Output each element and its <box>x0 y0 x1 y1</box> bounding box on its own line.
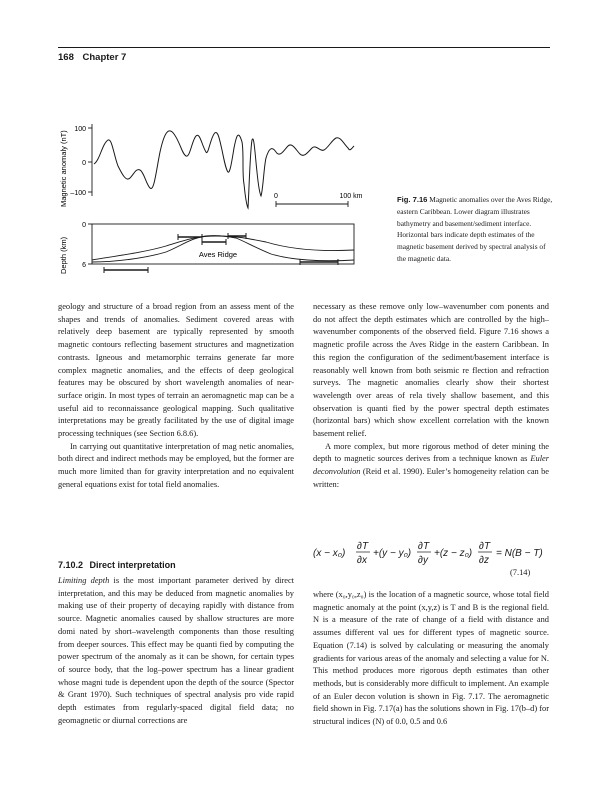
svg-text:(x − x₀): (x − x₀) <box>313 548 346 559</box>
svg-text:∂T: ∂T <box>418 541 430 552</box>
figure-caption <box>397 194 553 265</box>
chapter-title: Chapter 7 <box>82 52 127 63</box>
tick-label-0: 0 <box>82 160 86 167</box>
svg-text:∂x: ∂x <box>357 555 367 566</box>
depth-tick-label-0: 0 <box>82 222 86 229</box>
magnetic-axis-label: Magnetic anomaly (nT) <box>59 130 68 207</box>
equation-number: (7.14) <box>510 568 531 577</box>
page-header <box>58 52 126 63</box>
figure-number: Fig. 7.16 <box>397 195 428 204</box>
left-column-lower <box>58 575 294 727</box>
right-column-lower <box>313 589 549 729</box>
paragraph: geology and structure of a broad region from an assess ment of the shapes and trends of anomalies. Sediment covered areas with relatively deep basement are typically represented by smooth magnetic contours reflecting basement structures and magnetization contrasts. Igneous and metamorphic terrains generate far more complex magnetic anomalies, and the effects of deep geological features may be obscured by short wavelength anomalies of near-surface origin. In most types of terrain an aeromagnetic map can be a useful aid to reconnaissance geological mapping. Such qualitative interpretations may be greatly facilitated by the use of digital image processing techniques (see Section 6.8.6). <box>58 302 294 439</box>
svg-text:+(z − z₀): +(z − z₀) <box>434 548 473 559</box>
svg-text:= N(B − T): = N(B − T) <box>496 548 543 559</box>
section-number: 7.10.2 <box>58 560 84 570</box>
caption-text: Magnetic anomalies over the Aves Ridge, eastern Caribbean. Lower diagram illustrates bathymetry and basement/sediment interface. Horizontal bars indicate depth estimates of the magnetic basement derived by spectral analysis of the magnetic data. <box>397 195 553 263</box>
paragraph <box>313 441 549 492</box>
depth-tick-label-6: 6 <box>82 262 86 269</box>
header-rule <box>58 47 550 48</box>
paragraph: In carrying out quantitative interpretation of mag netic anomalies, both direct and indirect methods may be employed, but the former are much more limited than for gravity interpretation and no equivalent general equations exist for total field anomalies. <box>58 441 294 489</box>
svg-text:∂T: ∂T <box>357 541 369 552</box>
section-title: Direct interpretation <box>89 560 176 570</box>
right-column <box>313 301 549 492</box>
svg-text:∂z: ∂z <box>479 555 489 566</box>
scale-end-label: 100 km <box>339 193 363 200</box>
paragraph: necessary as these remove only low–wavenumber com ponents and do not affect the depth estimates which are controlled by the high–wavenumber components of the observed field. Figure 7.16 shows a magnetic profile across the Aves Ridge in the eastern Caribbean. In this region the configuration of the sediment/basement interface is reasonably well known from both seismic re flection and refraction surveys. The magnetic anomalies clearly show their shortest wavelength over areas of rela tively shallow basement, and this observation is quanti fied by the power spectral depth estimates (horizontal bars) which show excellent correlation with the known basement relief. <box>313 302 549 439</box>
svg-text:∂T: ∂T <box>479 541 491 552</box>
tick-label-minus100: –100 <box>70 190 86 197</box>
tick-label-100: 100 <box>74 126 86 133</box>
depth-axis-label: Depth (km) <box>59 236 68 274</box>
left-column <box>58 301 294 492</box>
equation-rendering <box>313 539 549 569</box>
section-heading <box>58 560 176 570</box>
scale-start-label: 0 <box>274 193 278 200</box>
svg-text:∂y: ∂y <box>418 555 428 566</box>
magnetic-anomaly-curve <box>94 131 354 208</box>
paragraph-part: A more complex, but more rigorous method of deter mining the depth to magnetic sources derives from a technique known as <box>313 441 549 464</box>
paragraph: where (x₀,y₀,z₀) is the location of a magnetic source, whose total field magnetic anomaly at the point (x,y,z) is T and B is the regional field. N is a measure of the rate of change of a field with distance and assumes different val ues for different types of magnetic source. Equation (7.14) is solved by calculating or measuring the anomaly gradients for various areas of the anomaly and selecting a value for N. This method produces more rigorous depth estimates than other methods, but is considerably more difficult to implement. An example of an Euler decon volution is shown in Fig. 7.17. The aeromagnetic field shown in Fig. 7.17(a) has the solutions shown in Fig. 17(b–d) for structural indices (N) of 0.0, 0.5 and 0.6 <box>313 590 549 727</box>
paragraph-body: is the most important parameter derived by direct interpretation, and this may be deduced from magnetic anomalies by making use of their property of decaying rapidly with distance from source. Magnetic anomalies caused by shallow structures are more domi nated by short–wavelength components than those resulting from deeper sources. This effect may be quanti fied by computing the power spectrum of the anomaly as it can be shown, for certain types of source body, that the log–power spectrum has a linear gradient whose magni tude is dependent upon the depth of the source (Spector & Grant 1970). Such techniques of spectral analysis pro vide rapid depth estimates from regularly-spaced digital field data; no geomagnetic or diurnal corrections are <box>58 576 295 725</box>
paragraph-part: (Reid et al. 1990). Euler’s homogeneity relation can be written: <box>313 467 549 489</box>
page-number: 168 <box>58 52 74 63</box>
aves-ridge-label: Aves Ridge <box>198 250 238 259</box>
limiting-depth-term: Limiting depth <box>58 576 110 585</box>
magnetic-profile-figure <box>56 112 396 282</box>
euler-term: Euler deconvolution <box>313 454 549 477</box>
paragraph <box>58 575 294 727</box>
svg-text:+(y − y₀): +(y − y₀) <box>373 548 412 559</box>
